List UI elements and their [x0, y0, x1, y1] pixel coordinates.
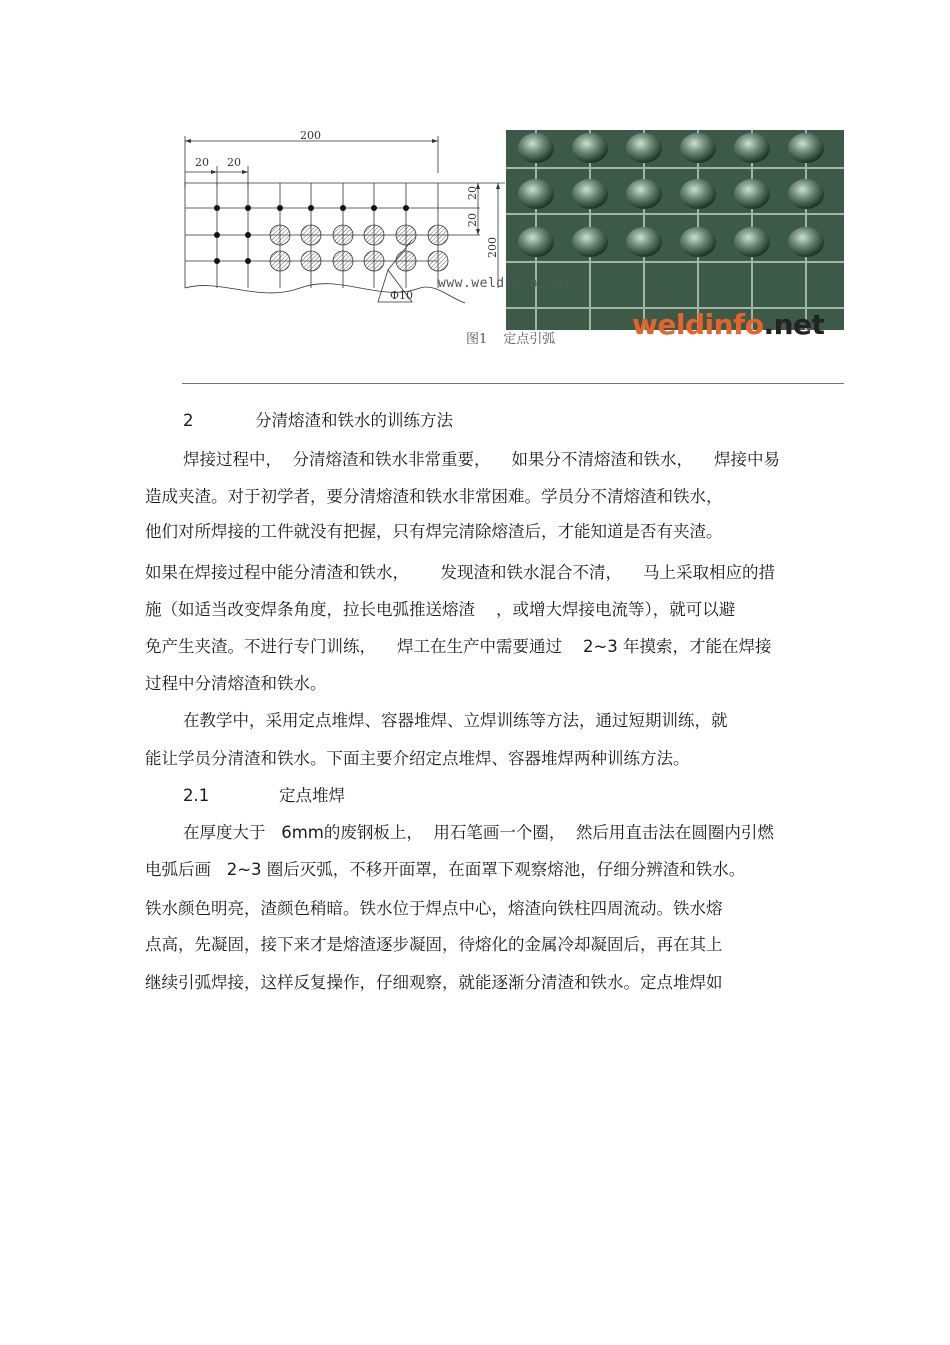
dimension-drawing: [180, 128, 505, 353]
dim-diameter: Φ10: [390, 289, 414, 302]
caption-number: 图1: [466, 332, 488, 347]
para3-line: 点高，先凝固，接下来才是熔渣逐步凝固，待熔化的金属冷却凝固后，再在其上: [145, 935, 723, 954]
figure-caption: [466, 328, 571, 347]
watermark-logo: [632, 308, 824, 341]
para3-line: 铁水颜色明亮，渣颜色稍暗。铁水位于焊点中心，熔渣向铁柱四周流动。铁水熔: [145, 899, 723, 918]
para2-line: 在教学中，采用定点堆焊、容器堆焊、立焊训练等方法，通过短期训练，就: [183, 711, 728, 730]
horizontal-rule: [182, 383, 844, 384]
para1-line: 过程中分清熔渣和铁水。: [145, 674, 327, 693]
caption-title: 定点引弧: [503, 332, 556, 347]
para1-line: 他们对所焊接的工件就没有把握，只有焊完清除熔渣后，才能知道是否有夹渣。: [145, 522, 723, 541]
watermark-logo-main: weldinfo: [632, 308, 764, 341]
section-number: 2: [183, 411, 194, 430]
para3-line: 电弧后画 2~3 圈后灭弧，不移开面罩，在面罩下观察熔池，仔细分辨渣和铁水。: [145, 860, 746, 879]
subsection-title: 定点堆焊: [279, 786, 345, 805]
para1-line: 如果在焊接过程中能分清渣和铁水， 发现渣和铁水混合不清， 马上采取相应的措: [145, 563, 775, 582]
para1-line: 免产生夹渣。不进行专门训练， 焊工在生产中需要通过 2~3 年摸索，才能在焊接: [145, 637, 772, 656]
dim-spacing-1: 20: [195, 156, 209, 169]
dim-right-1: 20: [466, 186, 479, 200]
para3-line: 在厚度大于 6mm的废钢板上， 用石笔画一个圈， 然后用直击法在圆圈内引燃: [183, 823, 774, 842]
dim-total-width: 200: [300, 129, 321, 142]
watermark-logo-suffix: .net: [763, 308, 825, 341]
para1-line: 施（如适当改变焊条角度，拉长电弧推送熔渣 ，或增大焊接电流等），就可以避: [145, 600, 736, 619]
para1-line: 造成夹渣。对于初学者，要分清熔渣和铁水非常困难。学员分不清熔渣和铁水，: [145, 487, 723, 506]
subsection-number: 2.1: [183, 786, 210, 805]
dim-spacing-2: 20: [227, 156, 241, 169]
dim-right-2: 20: [466, 213, 479, 227]
watermark-url: www.weldinfo.net: [438, 276, 572, 291]
dim-total-height: 200: [486, 237, 499, 258]
para2-line: 能让学员分清渣和铁水。下面主要介绍定点堆焊、容器堆焊两种训练方法。: [145, 749, 690, 768]
para1-line: 焊接过程中， 分清熔渣和铁水非常重要， 如果分不清熔渣和铁水， 焊接中易: [183, 450, 780, 469]
weld-photo: [506, 130, 844, 330]
para3-line: 继续引弧焊接，这样反复操作，仔细观察，就能逐渐分清渣和铁水。定点堆焊如: [145, 973, 723, 992]
section-title: 分清熔渣和铁水的训练方法: [255, 411, 453, 430]
